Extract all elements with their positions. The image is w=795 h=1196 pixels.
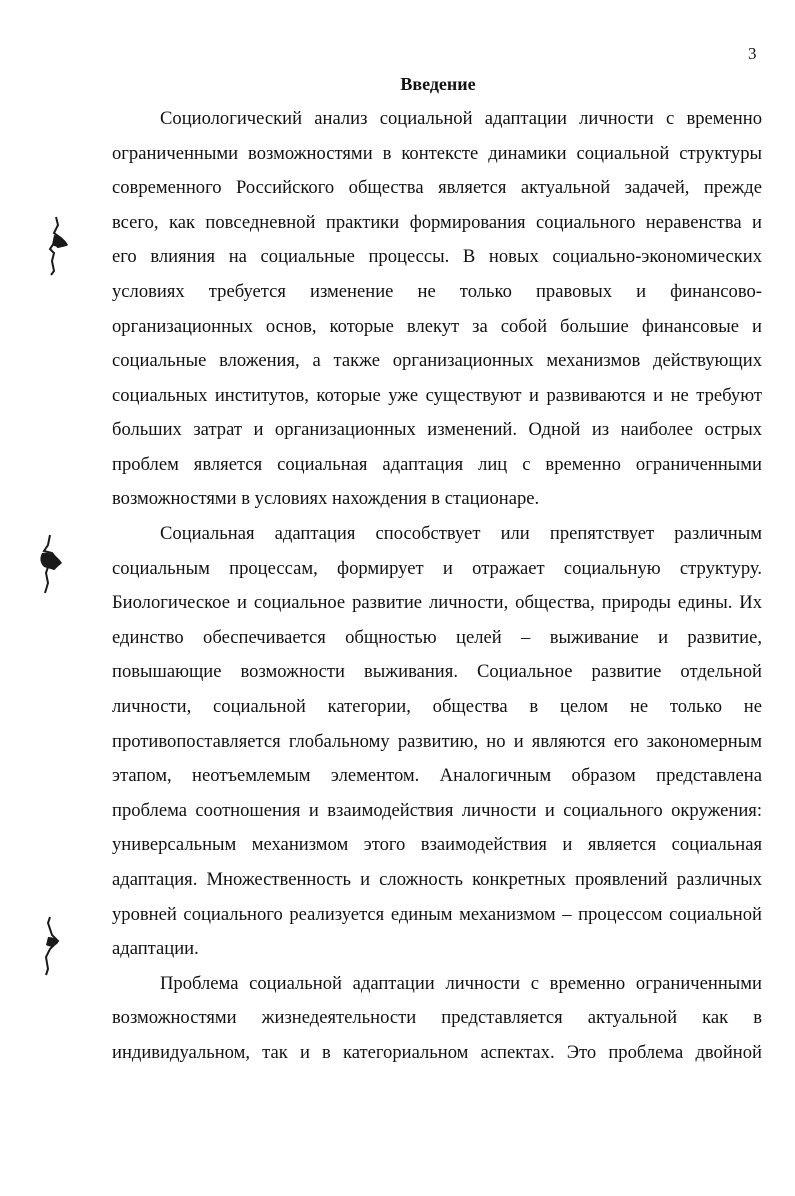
text-line: Социологический анализ социальной адаптации личности с временно [160, 108, 762, 129]
text-line: социальные вложения, а также организационных механизмов действующих [112, 350, 762, 371]
text-line: противопоставляется глобальному развитию, но и являются его закономерным [112, 731, 762, 752]
text-line: адаптации. [112, 938, 199, 959]
text-line: адаптация. Множественность и сложность конкретных проявлений различных [112, 869, 762, 890]
text-line: возможностями в условиях нахождения в стационаре. [112, 488, 540, 509]
text-line: проблема соотношения и взаимодействия личности и социального окружения: [112, 800, 762, 821]
text-line: повышающие возможности выживания. Социальное развитие отдельной [112, 661, 762, 682]
text-line: условиях требуется изменение не только правовых и финансово- [112, 281, 762, 302]
binding-mark-icon [34, 533, 64, 603]
text-line: проблем является социальная адаптация лиц с временно ограниченными [112, 454, 762, 475]
binding-mark-icon [42, 213, 72, 283]
page-number: 3 [748, 44, 757, 63]
text-line: уровней социального реализуется единым механизмом – процессом социальной [112, 904, 762, 925]
text-line: современного Российского общества является актуальной задачей, прежде [112, 177, 762, 198]
text-line: всего, как повседневной практики формирования социального неравенства и [112, 212, 762, 233]
text-line: социальных институтов, которые уже существуют и развиваются и не требуют [112, 385, 762, 406]
text-line: его влияния на социальные процессы. В новых социально-экономических [112, 246, 762, 267]
text-line: больших затрат и организационных изменений. Одной из наиболее острых [112, 419, 762, 440]
text-line: личности, социальной категории, общества в целом не только не [112, 696, 762, 717]
text-line: организационных основ, которые влекут за собой большие финансовые и [112, 316, 762, 337]
text-line: универсальным механизмом этого взаимодействия и является социальная [112, 834, 762, 855]
text-line: индивидуальном, так и в категориальном аспектах. Это проблема двойной [112, 1042, 762, 1063]
text-line: Проблема социальной адаптации личности с временно ограниченными [160, 973, 762, 994]
text-line: Социальная адаптация способствует или препятствует различным [160, 523, 762, 544]
text-line: ограниченными возможностями в контексте динамики социальной структуры [112, 143, 762, 164]
text-line: единство обеспечивается общностью целей – выживание и развитие, [112, 627, 762, 648]
text-line: Биологическое и социальное развитие личности, общества, природы едины. Их [112, 592, 762, 613]
text-line: социальным процессам, формирует и отражает социальную структуру. [112, 558, 762, 579]
text-line: этапом, неотъемлемым элементом. Аналогичным образом представлена [112, 765, 762, 786]
page-title: Введение [400, 74, 476, 94]
text-line: возможностями жизнедеятельности представляется актуальной как в [112, 1007, 762, 1028]
binding-mark-icon [36, 913, 66, 983]
